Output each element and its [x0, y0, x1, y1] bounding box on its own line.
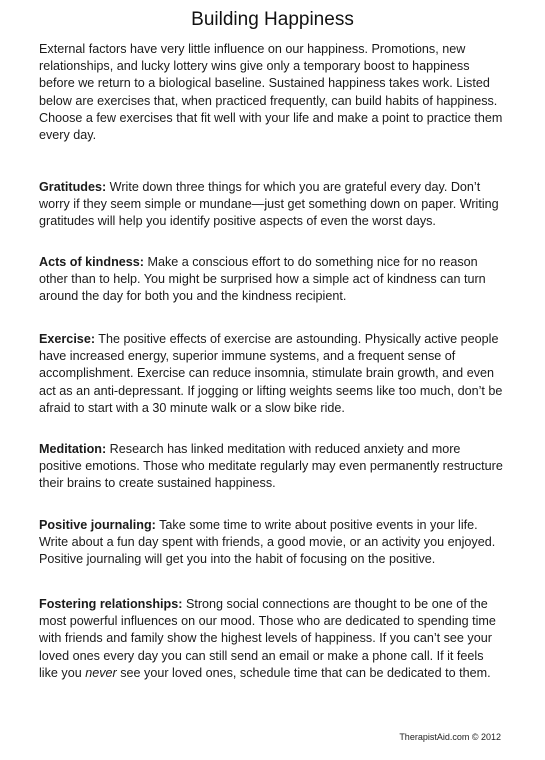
section-body-positive-journaling: Take some time to write about positive events in your life. Write about a fun day spent with friends, a good movie, or an activity you enjoyed. Positive journaling will get you into the habit of focusing on the positive. [39, 518, 496, 567]
section-body-fostering-relationships-end: see your loved ones, schedule time that can be dedicated to them. [116, 665, 491, 680]
section-body-gratitudes: Write down three things for which you are grateful every day. Don’t worry if they seem simple or mundane—just get something down on paper. Writing gratitudes will help you identify positive aspects of even the worst days. [39, 180, 499, 229]
section-fostering-relationships [39, 596, 505, 682]
section-body-meditation: Research has linked meditation with reduced anxiety and more positive emotions. Those who meditate regularly may even permanently restructure their brains to create sustained happiness. [39, 442, 503, 491]
section-body-emphasis: never [85, 665, 117, 680]
section-positive-journaling [39, 517, 505, 569]
section-gratitudes [39, 179, 505, 231]
section-heading-gratitudes: Gratitudes: [39, 180, 107, 194]
section-body-fostering-relationships: Strong social connections are thought to be one of the most powerful influences on our mood. Those who are dedicated to spending time with friends and family show the highest levels of happiness. If you can’t see your loved ones every day you can still send an email or make a phone call. If it feels like you [39, 597, 496, 680]
copyright-footer: TherapistAid.com © 2012 [399, 732, 501, 742]
section-body-acts-of-kindness: Make a conscious effort to do something nice for no reason other than to help. You might be surprised how a simple act of kindness can turn around the day for both you and the kindness recipient. [39, 255, 486, 304]
section-heading-acts-of-kindness: Acts of kindness: [39, 255, 144, 269]
section-meditation [39, 441, 505, 493]
section-heading-positive-journaling: Positive journaling: [39, 518, 156, 532]
page-title: Building Happiness [191, 9, 354, 30]
section-acts-of-kindness [39, 254, 505, 306]
section-body-exercise: The positive effects of exercise are astounding. Physically active people have increased energy, superior immune systems, and a frequent sense of accomplishment. Exercise can reduce insomnia, stimulate brain growth, and even act as an anti-depressant. If jogging or lifting weights seems like too much, don’t be afraid to start with a 30 minute walk or a slow bike ride. [39, 332, 503, 415]
section-heading-meditation: Meditation: [39, 442, 107, 456]
section-heading-fostering-relationships: Fostering relationships: [39, 597, 183, 611]
section-exercise [39, 331, 505, 417]
intro-paragraph: External factors have very little influence on our happiness. Promotions, new relationships, and lucky lottery wins give only a temporary boost to happiness before we return to a biological baseline. Sustained happiness takes work. Listed below are exercises that, when practiced frequently, can build habits of happiness. Choose a few exercises that fit well with your life and make a point to practice them every day. [39, 42, 503, 143]
section-heading-exercise: Exercise: [39, 332, 96, 346]
